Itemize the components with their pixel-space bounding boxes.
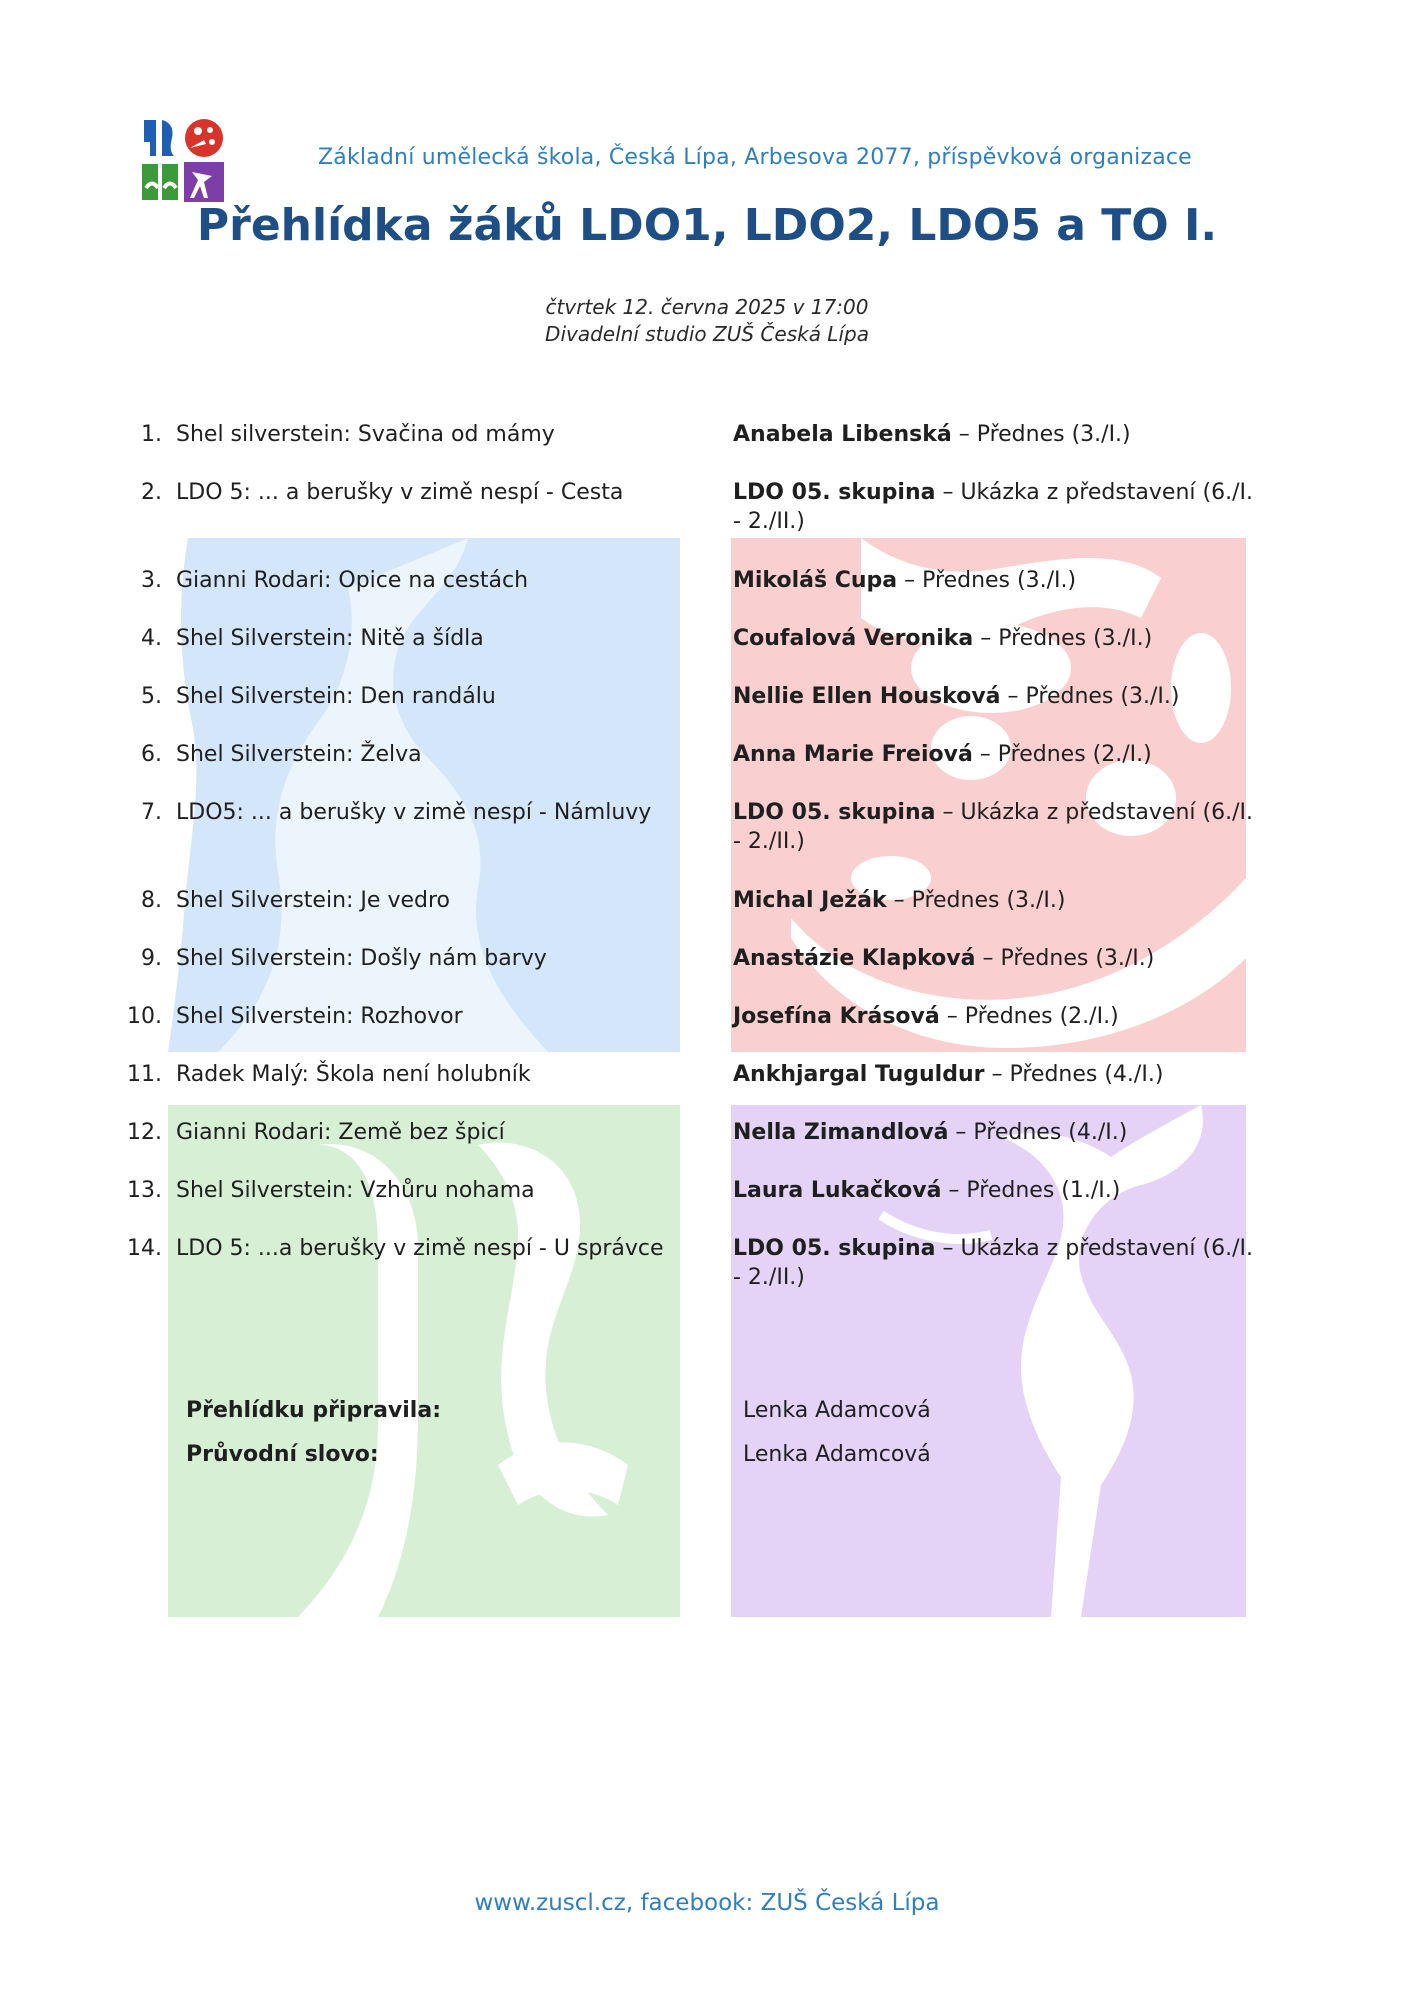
logo-red-tile	[184, 118, 224, 158]
performance-detail: – Přednes (2./I.)	[939, 1004, 1119, 1029]
performer-name: LDO 05. skupina	[733, 480, 936, 505]
performance-detail: – Ukázka z představení (6./I. - 2./II.)	[733, 1236, 1253, 1290]
decor-panel-blue	[168, 538, 680, 1052]
performer-name: Anabela Libenská	[733, 422, 952, 447]
item-number: 3.	[141, 568, 162, 593]
item-number: 8.	[141, 888, 162, 913]
item-number: 10.	[127, 1004, 162, 1029]
item-work: Shel Silverstein: Vzhůru nohama	[176, 1178, 535, 1203]
item-performer	[733, 682, 1263, 711]
item-performer	[733, 1234, 1263, 1292]
performance-detail: – Přednes (4./I.)	[984, 1062, 1164, 1087]
decor-panel-red	[731, 538, 1246, 1052]
performance-detail: – Přednes (3./I.)	[886, 888, 1066, 913]
item-number: 6.	[141, 742, 162, 767]
performer-name: Coufalová Veronika	[733, 626, 974, 651]
item-work: Shel silverstein: Svačina od mámy	[176, 422, 555, 447]
intro-value: Lenka Adamcová	[743, 1442, 931, 1467]
performer-name: LDO 05. skupina	[733, 1236, 936, 1261]
item-work: Shel Silverstein: Den randálu	[176, 684, 496, 709]
performer-name: Josefína Krásová	[733, 1004, 940, 1029]
performance-detail: – Přednes (2./I.)	[972, 742, 1152, 767]
performance-detail: – Ukázka z představení (6./I. - 2./II.)	[733, 480, 1253, 534]
performance-detail: – Ukázka z představení (6./I. - 2./II.)	[733, 800, 1253, 854]
performer-name: Anna Marie Freiová	[733, 742, 973, 767]
logo-green-tile	[140, 162, 180, 202]
item-work: Shel Silverstein: Rozhovor	[176, 1004, 463, 1029]
performer-name: Laura Lukačková	[733, 1178, 942, 1203]
item-work: LDO 5: ... a berušky v zimě nespí - Cesta	[176, 480, 624, 505]
item-number: 12.	[127, 1120, 162, 1145]
item-work: Gianni Rodari: Země bez špicí	[176, 1120, 505, 1145]
performance-detail: – Přednes (3./I.)	[975, 946, 1155, 971]
performance-detail: – Přednes (3./I.)	[951, 422, 1131, 447]
performance-detail: – Přednes (3./I.)	[897, 568, 1077, 593]
performance-detail: – Přednes (1./I.)	[941, 1178, 1121, 1203]
performer-name: Mikoláš Cupa	[733, 568, 898, 593]
prepared-by-value: Lenka Adamcová	[743, 1398, 931, 1423]
item-work: Shel Silverstein: Došly nám barvy	[176, 946, 547, 971]
school-name: Základní umělecká škola, Česká Lípa, Arbesova 2077, příspěvková organizace	[318, 145, 1192, 170]
performance-detail: – Přednes (3./I.)	[1000, 684, 1180, 709]
school-logo	[140, 118, 224, 202]
prepared-by-label: Přehlídku připravila:	[186, 1398, 441, 1423]
performance-detail: – Přednes (3./I.)	[973, 626, 1153, 651]
item-number: 9.	[141, 946, 162, 971]
page-title: Přehlídka žáků LDO1, LDO2, LDO5 a TO I.	[196, 200, 1218, 251]
item-performer	[733, 740, 1263, 769]
event-info	[0, 294, 1414, 348]
item-work: Radek Malý: Škola není holubník	[176, 1062, 531, 1087]
item-work: Shel Silverstein: Želva	[176, 742, 422, 767]
item-work: LDO5: ... a berušky v zimě nespí - Námluvy	[176, 800, 652, 825]
event-venue: Divadelní studio ZUŠ Česká Lípa	[545, 322, 869, 346]
item-performer	[733, 478, 1263, 536]
item-work: Shel Silverstein: Je vedro	[176, 888, 450, 913]
intro-label: Průvodní slovo:	[186, 1442, 379, 1467]
performer-name: Nella Zimandlová	[733, 1120, 949, 1145]
item-performer	[733, 1060, 1263, 1089]
item-performer	[733, 1002, 1263, 1031]
item-number: 5.	[141, 684, 162, 709]
item-work: LDO 5: ...a berušky v zimě nespí - U správce	[176, 1236, 664, 1261]
item-performer	[733, 798, 1263, 856]
performer-name: Anastázie Klapková	[733, 946, 976, 971]
performer-name: Michal Ježák	[733, 888, 887, 913]
performance-detail: – Přednes (4./I.)	[948, 1120, 1128, 1145]
item-work: Gianni Rodari: Opice na cestách	[176, 568, 529, 593]
item-number: 1.	[141, 422, 162, 447]
logo-purple-tile	[184, 162, 224, 202]
item-performer	[733, 1176, 1263, 1205]
item-number: 14.	[127, 1236, 162, 1261]
item-performer	[733, 624, 1263, 653]
item-number: 13.	[127, 1178, 162, 1203]
item-performer	[733, 1118, 1263, 1147]
item-number: 11.	[127, 1062, 162, 1087]
item-performer	[733, 566, 1263, 595]
item-performer	[733, 886, 1263, 915]
item-number: 7.	[141, 800, 162, 825]
performer-name: LDO 05. skupina	[733, 800, 936, 825]
item-work: Shel Silverstein: Nitě a šídla	[176, 626, 484, 651]
event-date: čtvrtek 12. června 2025 v 17:00	[545, 295, 869, 319]
item-number: 2.	[141, 480, 162, 505]
item-number: 4.	[141, 626, 162, 651]
performer-name: Ankhjargal Tuguldur	[733, 1062, 985, 1087]
item-performer	[733, 944, 1263, 973]
footer-links[interactable]: www.zuscl.cz, facebook: ZUŠ Česká Lípa	[474, 1890, 940, 1916]
performer-name: Nellie Ellen Housková	[733, 684, 1001, 709]
logo-blue-tile	[140, 118, 180, 158]
item-performer	[733, 420, 1263, 449]
